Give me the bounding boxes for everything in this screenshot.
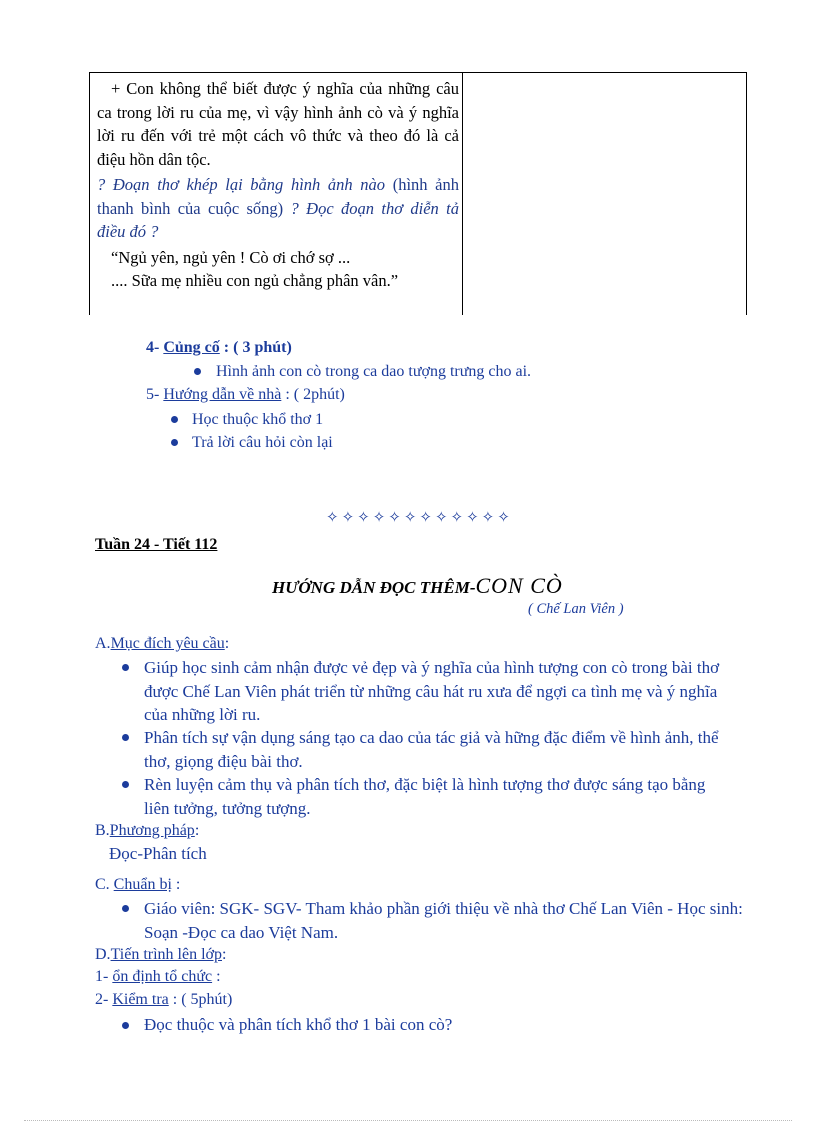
list-item: Giúp học sinh cảm nhận được vẻ đẹp và ý nghĩa của hình tượng con cò trong bài thơ được Chế Lan Viên phát triển từ những câu hát ru xưa để ngợi ca tình mẹ và ý nghĩa của những lời ru. xyxy=(144,656,734,727)
list-item: Trả lời câu hỏi còn lại xyxy=(192,432,333,454)
list-item: Học thuộc khổ thơ 1 xyxy=(192,409,323,431)
section-4-heading: 4- Củng cố : ( 3 phút) xyxy=(146,339,292,356)
list-item: Đọc thuộc và phân tích khổ thơ 1 bài con cò? xyxy=(144,1014,452,1036)
lesson-title: HƯỚNG DẪN ĐỌC THÊM-CON CÒ xyxy=(272,573,563,598)
bullet-icon xyxy=(122,734,129,741)
section-d-heading: D.Tiến trình lên lớp: xyxy=(95,946,227,963)
step-2: 2- Kiểm tra : ( 5phút) xyxy=(95,991,233,1008)
bullet-icon xyxy=(122,1022,129,1029)
table-paragraph: + Con không thể biết được ý nghĩa của những câu ca trong lời ru của mẹ, vì vậy hình ảnh cò và ý nghĩa lời ru đến với trẻ một cách vô thức và theo đó là cả điệu hồn dân tộc. xyxy=(97,79,459,169)
table-border-left xyxy=(89,73,90,315)
table-border-middle xyxy=(462,73,463,315)
bullet-icon xyxy=(171,416,178,423)
bullet-icon xyxy=(122,664,129,671)
page-bottom-divider xyxy=(24,1120,792,1121)
poem-quote-line-2: .... Sữa mẹ nhiều con ngủ chẳng phân vân.” xyxy=(111,271,399,290)
section-b-heading: B.Phương pháp: xyxy=(95,822,200,839)
section-b-content: Đọc-Phân tích xyxy=(109,844,207,863)
list-item: Phân tích sự vận dụng sáng tạo ca dao của tác giả và hững đặc điểm về hình ảnh, thể thơ, giọng điệu bài thơ. xyxy=(144,726,734,773)
section-5-heading: 5- Hướng dẫn về nhà : ( 2phút) xyxy=(146,386,345,403)
decorative-divider: ✧✧✧✧✧✧✧✧✧✧✧✧ xyxy=(326,510,513,526)
section-c-heading: C. Chuẩn bị : xyxy=(95,876,181,893)
author-name: ( Chế Lan Viên ) xyxy=(528,601,624,617)
lesson-table xyxy=(89,72,747,315)
list-item: Rèn luyện cảm thụ và phân tích thơ, đặc biệt là hình tượng thơ được sáng tạo bằng liên tưởng, tưởng tượng. xyxy=(144,773,734,820)
step-1: 1- ổn định tổ chức : xyxy=(95,968,221,985)
poem-quote-line-1: “Ngủ yên, ngủ yên ! Cò ơi chớ sợ ... xyxy=(111,247,351,267)
bullet-icon xyxy=(194,368,201,375)
list-item: Hình ảnh con cò trong ca dao tượng trưng cho ai. xyxy=(216,361,531,383)
list-item: Giáo viên: SGK- SGV- Tham khảo phần giới thiệu về nhà thơ Chế Lan Viên - Học sinh: Soạn -Đọc ca dao Việt Nam. xyxy=(144,897,744,944)
bullet-icon xyxy=(122,905,129,912)
bullet-icon xyxy=(122,781,129,788)
bullet-icon xyxy=(171,439,178,446)
week-label: Tuần 24 - Tiết 112 xyxy=(95,536,218,553)
table-cell-content xyxy=(97,77,459,293)
table-question: ? Đoạn thơ khép lại bằng hình ảnh nào (hình ảnh thanh bình của cuộc sống) ? Đọc đoạn thơ diễn tả điều đó ? xyxy=(97,175,459,241)
table-border-right xyxy=(746,73,747,315)
section-a-heading: A.Mục đích yêu cầu: xyxy=(95,635,230,652)
